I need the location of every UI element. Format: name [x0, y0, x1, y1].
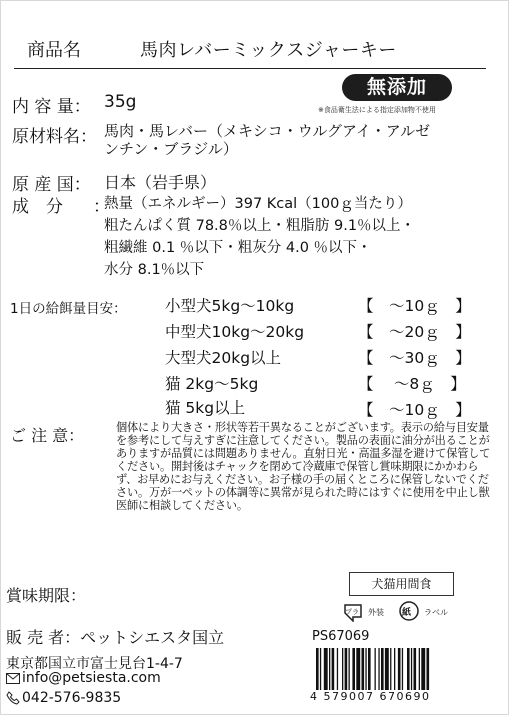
- barcode-bar: [411, 648, 412, 692]
- seller-phone: 042-576-9835: [22, 690, 122, 706]
- barcode-bar: [365, 648, 366, 692]
- envelope-icon: [6, 672, 20, 688]
- caution-text: 個体により大きさ・形状等若干異なることがございます。表示の給与目安量を参考にして与えすぎに注意してください。製品の表面に油分が出ることがありますが品質には問題ありません。直射日光・高温多湿を避けて保管してください。開封後はチャックを閉めて冷蔵庫で保管し賞味期限にかかわらず、お早めにお与えください。お子様の手の届くところに保管しないでください。万が一ペットの体調等に異常が見られた時にはすぐに使用を中止し獣医師に相談してください。: [116, 421, 491, 512]
- barcode: [312, 648, 472, 696]
- seller-label: 販 売 者：ペットシエスタ国立: [6, 628, 225, 647]
- barcode-bar: [419, 648, 420, 692]
- feeding-row-amount: 【 〜8ｇ 】: [358, 375, 466, 393]
- origin-value: 日本（岩手県）: [104, 173, 217, 192]
- barcode-bar: [394, 648, 395, 692]
- barcode-bar: [390, 648, 391, 692]
- feeding-row-type: 大型犬20kg以上: [165, 349, 282, 367]
- barcode-bar: [324, 648, 328, 692]
- feeding-row-type: 小型犬5kg〜10kg: [165, 297, 295, 315]
- caution-label: ご 注 意：: [10, 426, 85, 445]
- additive-note: ※食品衛生法による指定添加物不使用: [318, 106, 436, 114]
- feeding-row-amount: 【 〜20ｇ 】: [358, 323, 471, 341]
- title-divider: [14, 68, 486, 69]
- barcode-bar: [337, 648, 338, 692]
- plastic-mark-text: プラ: [345, 608, 359, 616]
- barcode-number: 4 579007 670690: [310, 690, 431, 703]
- pet-category-box: 犬猫用間食: [349, 572, 454, 596]
- seller-address: 東京都国立市富士見台1-4-7: [6, 656, 183, 672]
- ingredients-label: 原材料名：: [12, 127, 97, 147]
- feeding-row-amount: 【 〜30ｇ 】: [358, 349, 471, 367]
- barcode-bar: [402, 648, 403, 692]
- barcode-bar: [320, 648, 321, 692]
- best-before-label: 賞味期限：: [6, 586, 87, 605]
- barcode-bar: [316, 648, 319, 692]
- product-name-label: 商品名: [27, 40, 81, 61]
- paper-recycle-label: ラベル: [424, 608, 448, 617]
- additive-free-badge: 無添加: [342, 74, 452, 101]
- barcode-bar: [342, 648, 343, 692]
- ingredients-line-1: 馬肉・馬レバー（メキシコ・ウルグアイ・アルゼ: [104, 122, 431, 140]
- content-label: 内 容 量：: [12, 97, 91, 117]
- feeding-row-amount: 【 〜10ｇ 】: [358, 401, 471, 419]
- barcode-bar: [345, 648, 348, 692]
- origin-label: 原 産 国：: [12, 175, 91, 195]
- components-line-2: 粗たんぱく質 78.8％以上・粗脂肪 9.1％以上・: [104, 218, 416, 234]
- plastic-recycle-label: 外装: [368, 608, 384, 617]
- barcode-bar: [356, 648, 360, 692]
- components-line-1: 熱量（エネルギー）397 Kcal（100ｇ当たり）: [104, 196, 412, 212]
- barcode-bar: [375, 648, 376, 692]
- barcode-bar: [362, 648, 365, 692]
- barcode-bar: [368, 648, 371, 692]
- barcode-bar: [385, 648, 389, 692]
- barcode-bar: [427, 648, 430, 692]
- components-label: 成 分: [12, 197, 63, 217]
- components-colon: ：: [93, 197, 110, 217]
- barcode-bar: [352, 648, 355, 692]
- barcode-bar: [332, 648, 335, 692]
- feeding-row-type: 猫 2kg〜5kg: [165, 375, 259, 393]
- feeding-row-type: 中型犬10kg〜20kg: [165, 323, 305, 341]
- barcode-bar: [414, 648, 417, 692]
- barcode-bar: [378, 648, 379, 692]
- barcode-bar: [349, 648, 350, 692]
- components-line-4: 水分 8.1％以下: [104, 262, 205, 278]
- content-value: 35g: [104, 92, 137, 112]
- components-line-3: 粗繊維 0.1 ％以下・粗灰分 4.0 ％以下・: [104, 240, 372, 256]
- barcode-bar: [398, 648, 401, 692]
- seller-email: info@petsiesta.com: [22, 670, 161, 686]
- barcode-bar: [329, 648, 330, 692]
- product-code: PS67069: [312, 629, 370, 644]
- product-name: 馬肉レバーミックスジャーキー: [140, 40, 397, 61]
- barcode-bar: [381, 648, 384, 692]
- barcode-bar: [407, 648, 410, 692]
- phone-icon: [6, 691, 20, 709]
- barcode-bar: [421, 648, 425, 692]
- feeding-label: 1日の給餌量目安：: [10, 301, 127, 317]
- feeding-row-amount: 【 〜10ｇ 】: [358, 297, 471, 315]
- ingredients-line-2: ンチン・ブラジル）: [104, 140, 238, 158]
- paper-mark-text: 紙: [402, 608, 412, 618]
- feeding-row-type: 猫 5kg以上: [165, 399, 246, 417]
